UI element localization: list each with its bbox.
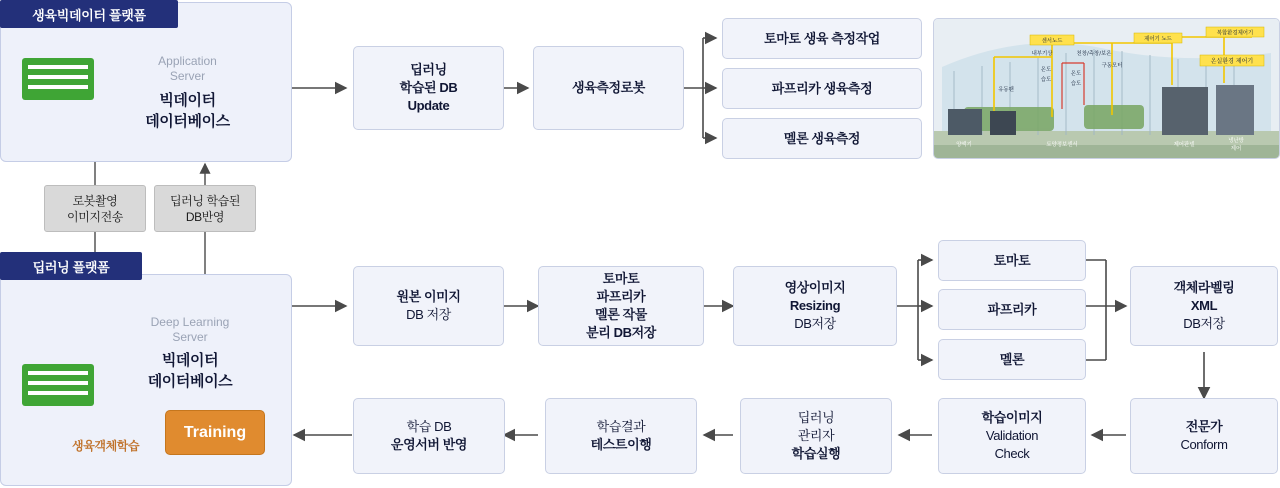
growth-object-learning-label: 생육객체학습 xyxy=(72,439,140,453)
top-platform-tag-label: 생육빅데이터 플랫폼 xyxy=(32,7,146,23)
crop-split-line3: 멜론 작물 xyxy=(595,307,647,322)
validation-line3: Check xyxy=(994,446,1030,461)
task-paprika-box[interactable] xyxy=(722,68,922,109)
train-exec-line2: 관리자 xyxy=(797,428,835,443)
crop-split-line2: 파프리카 xyxy=(596,289,646,304)
svg-text:센서노드: 센서노드 xyxy=(1041,38,1063,45)
application-server-icon xyxy=(22,58,94,100)
bottom-platform-tag xyxy=(0,252,142,280)
crop-split-db-box[interactable] xyxy=(538,266,704,346)
crop-paprika-label: 파프리카 xyxy=(987,301,1037,317)
top-platform-tag xyxy=(0,0,178,28)
svg-text:온도: 온도 xyxy=(1070,71,1082,77)
test-line2: 테스트이행 xyxy=(590,437,652,452)
bottom-platform-tag-label: 딥러닝 플랫폼 xyxy=(32,259,110,275)
svg-text:토양정보센서: 토양정보센서 xyxy=(1046,142,1078,148)
growth-measure-robot-box[interactable] xyxy=(533,46,684,130)
crop-tomato-box[interactable] xyxy=(938,240,1086,281)
svg-text:냉난방: 냉난방 xyxy=(1228,138,1244,144)
validation-check-box[interactable] xyxy=(938,398,1086,474)
crop-melon-label: 멜론 xyxy=(999,351,1025,367)
train-exec-line1: 딥러닝 xyxy=(797,410,835,425)
deep-learning-server-icon xyxy=(22,364,94,406)
svg-text:습도: 습도 xyxy=(1040,77,1052,83)
deep-learning-server-role-line1: Deep Learning xyxy=(150,315,230,329)
db-reflect-line2: DB반영 xyxy=(185,209,225,224)
svg-text:구동모터: 구동모터 xyxy=(1101,63,1123,69)
original-image-line2: DB 저장 xyxy=(406,307,451,322)
robot-image-transfer-box xyxy=(44,185,146,232)
svg-text:내부기상: 내부기상 xyxy=(1031,51,1053,57)
db-update-line2: 학습된 DB xyxy=(399,80,458,95)
application-server-role-line1: Application xyxy=(158,54,217,68)
train-exec-line3: 학습실행 xyxy=(791,446,841,461)
svg-text:양액기: 양액기 xyxy=(956,142,972,148)
crop-split-line1: 토마토 xyxy=(602,271,640,286)
svg-text:천창/측창/보온: 천창/측창/보온 xyxy=(1076,51,1112,57)
crop-paprika-box[interactable] xyxy=(938,289,1086,330)
resize-line3: DB저장 xyxy=(794,316,836,331)
expert-conform-box[interactable] xyxy=(1130,398,1278,474)
image-resizing-box[interactable] xyxy=(733,266,897,346)
robot-image-transfer-line2: 이미지전송 xyxy=(67,209,123,224)
validation-line1: 학습이미지 xyxy=(981,410,1043,425)
greenhouse-diagram-image xyxy=(933,18,1280,159)
robot-label: 생육측정로봇 xyxy=(572,80,645,95)
apply-operation-server-box[interactable] xyxy=(353,398,505,474)
xml-line3: DB저장 xyxy=(1183,316,1225,331)
robot-image-transfer-line1: 로봇촬영 xyxy=(72,193,118,208)
expert-line1: 전문가 xyxy=(1185,419,1223,434)
deep-learning-server-role-line2: Server xyxy=(172,330,208,344)
test-result-box[interactable] xyxy=(545,398,697,474)
task-tomato-box[interactable] xyxy=(722,18,922,59)
apply-line2: 운영서버 반영 xyxy=(390,437,468,452)
crop-melon-box[interactable] xyxy=(938,339,1086,380)
svg-text:습도: 습도 xyxy=(1070,81,1082,87)
task-melon-label: 멜론 생육측정 xyxy=(783,130,861,146)
resize-line1: 영상이미지 xyxy=(784,280,846,295)
db-reflect-line1: 딥러닝 학습된 xyxy=(169,193,241,208)
deeplearning-db-update-box[interactable] xyxy=(353,46,504,130)
svg-text:복합환경제어기: 복합환경제어기 xyxy=(1216,30,1254,37)
training-execute-box[interactable] xyxy=(740,398,892,474)
task-tomato-label: 토마토 생육 측정작업 xyxy=(764,30,880,46)
expert-line2: Conform xyxy=(1180,437,1228,452)
svg-text:온실환경 제어기: 온실환경 제어기 xyxy=(1210,58,1254,65)
svg-text:제어판넬: 제어판넬 xyxy=(1173,142,1195,148)
svg-text:온도: 온도 xyxy=(1040,67,1052,73)
db-update-line3: Update xyxy=(407,98,450,113)
task-paprika-label: 파프리카 생육측정 xyxy=(771,80,873,96)
original-image-db-box[interactable] xyxy=(353,266,504,346)
test-line1: 학습결과 xyxy=(596,419,646,434)
bottom-db-name-line1: 빅데이터 xyxy=(161,352,219,369)
svg-text:유동팬: 유동팬 xyxy=(998,87,1014,93)
crop-tomato-label: 토마토 xyxy=(993,252,1031,268)
training-label: Training xyxy=(183,423,247,441)
object-labeling-xml-box[interactable] xyxy=(1130,266,1278,346)
top-db-name-line1: 빅데이터 xyxy=(159,92,216,109)
apply-line1: 학습 DB xyxy=(406,419,452,434)
svg-text:제어기 노드: 제어기 노드 xyxy=(1144,36,1172,43)
bottom-db-name-line2: 데이터베이스 xyxy=(147,373,233,390)
xml-line2: XML xyxy=(1190,298,1218,313)
application-server-role-line2: Server xyxy=(169,69,206,83)
original-image-line1: 원본 이미지 xyxy=(396,289,461,304)
validation-line2: Validation xyxy=(985,428,1039,443)
xml-line1: 객체라벨링 xyxy=(1173,280,1235,295)
db-update-line1: 딥러닝 xyxy=(410,62,447,77)
task-melon-box[interactable] xyxy=(722,118,922,159)
top-db-name-line2: 데이터베이스 xyxy=(145,113,230,130)
resize-line2: Resizing xyxy=(789,298,841,313)
db-reflect-box xyxy=(154,185,256,232)
svg-text:제어: 제어 xyxy=(1230,146,1242,152)
crop-split-line4: 분리 DB저장 xyxy=(586,325,656,340)
